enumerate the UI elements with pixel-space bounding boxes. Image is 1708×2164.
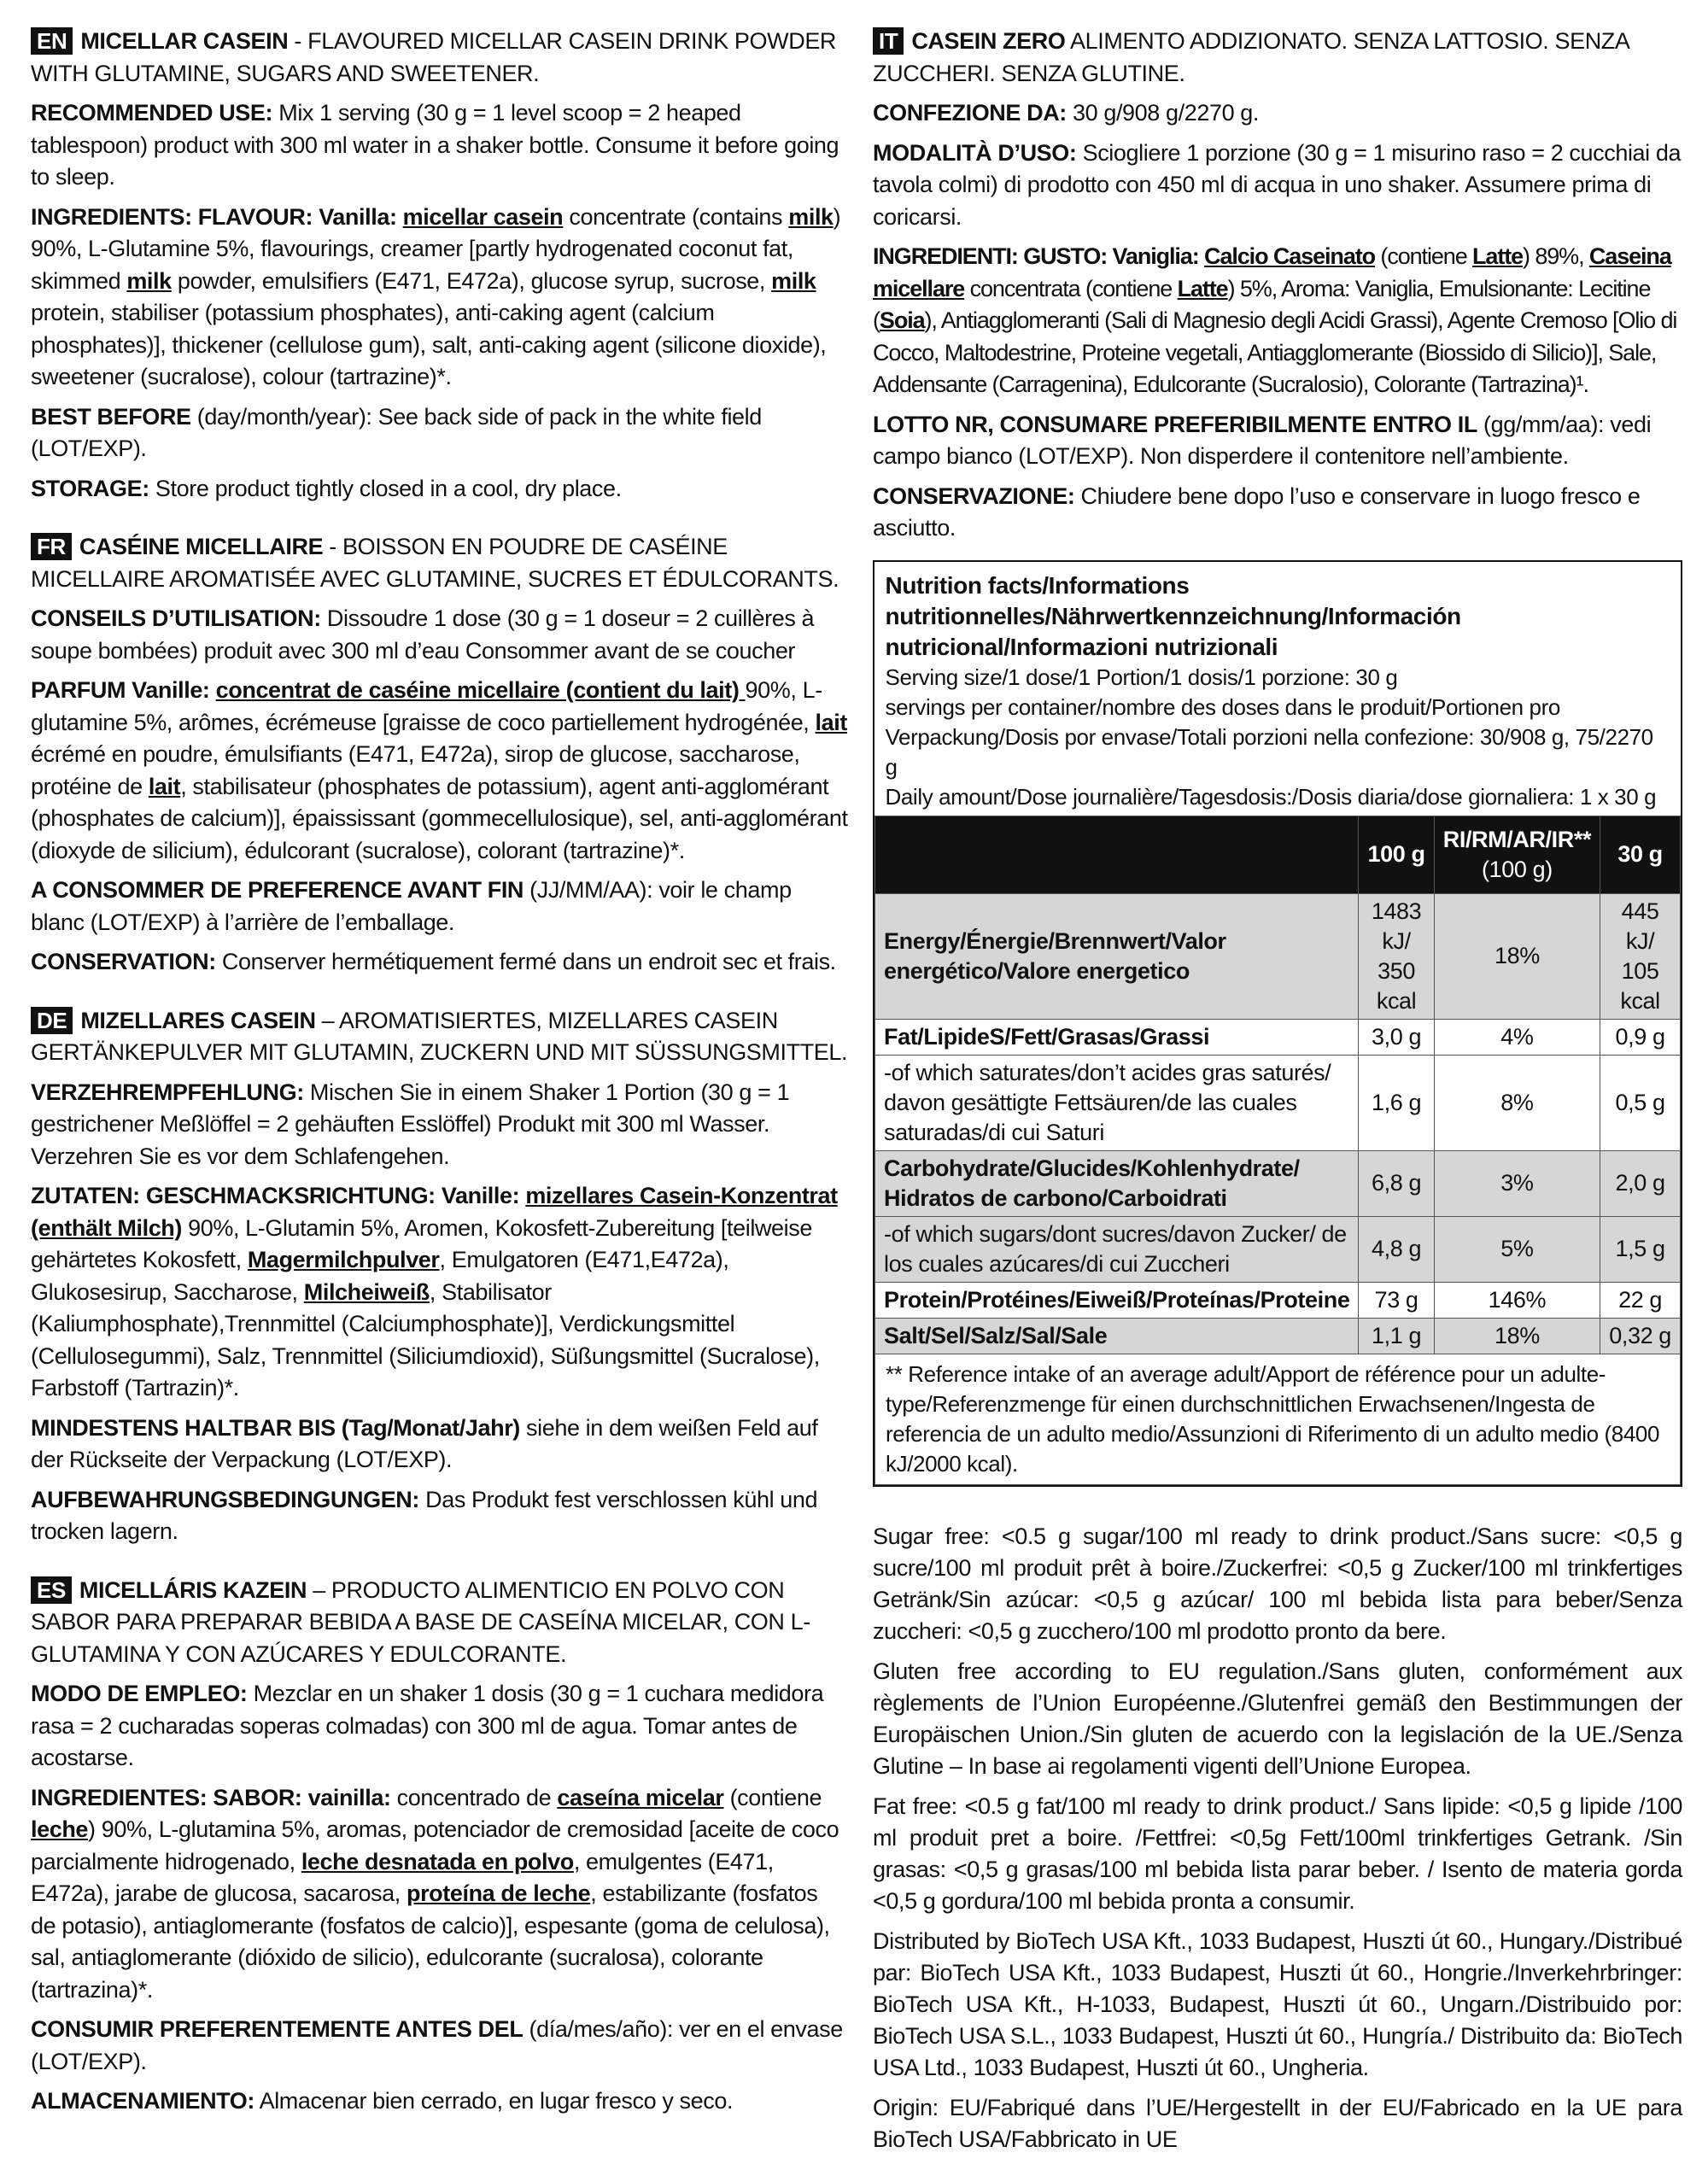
de-use-text: Mischen Sie in einem Shaker 1 Portion (30 g = 1 gestrichener Meßlöffel = 2 gehäuften Esslöffel) Produkt mit 300 ml Wasser. Verzehren Sie es vor dem Schlafengehen. [31,1079,790,1169]
de-usage [31,1077,848,1173]
fr-allergen: lait [148,773,181,799]
fr-storage-text: Conserver hermétiquement fermé dans un endroit sec et frais. [215,949,836,974]
it-title: CASEIN ZERO [911,28,1066,54]
section-it [873,26,1682,545]
row-value-100g: 3,0 g [1359,1019,1434,1055]
fr-use-label: CONSEILS D’UTILISATION: [31,605,321,631]
fr-best-before [31,874,848,939]
it-allergen: Caseina micellare [873,243,1671,301]
es-allergen: leche [31,1816,89,1842]
de-ing-text: , Emulgatoren (E471,E472a), Glukosesirup, Saccharose, [31,1247,729,1305]
right-column [873,26,1682,2164]
row-label: Fat/LipideS/Fett/Grasas/Grassi [875,1019,1359,1055]
column-header-100g: 100 g [1359,816,1434,893]
row-value-30g: 0,9 g [1600,1019,1681,1055]
de-storage-text: Das Produkt fest verschlossen kühl und trocken lagern. [31,1486,818,1544]
row-label: Protein/Protéines/Eiweiß/Proteínas/Proteine [875,1282,1359,1318]
en-ing-label: INGREDIENTS: FLAVOUR: Vanilla: [31,203,403,230]
de-ingredients [31,1180,848,1405]
row-label: Salt/Sel/Salz/Sal/Sale [875,1318,1359,1354]
en-storage-text: Store product tightly closed in a cool, dry place. [149,475,622,501]
es-ing-text: concentrado de [396,1784,558,1810]
es-ing-label: INGREDIENTES: SABOR: vainilla: [31,1784,397,1810]
footnote-row [875,1354,1681,1484]
en-use-text: Mix 1 serving (30 g = 1 level scoop = 2 heaped tablespoon) product with 300 ml water in a shaker bottle. Consume it before going to sleep. [31,100,839,190]
en-ing-text: concentrate (contains [563,203,789,230]
row-label: -of which sugars/dont sucres/davon Zucker/ de los cuales azúcares/di cui Zuccheri [875,1216,1359,1282]
section-es [31,1575,848,2118]
language-badge-en: EN [31,27,73,55]
en-ingredients [31,202,848,394]
it-ing-text: ), Antiagglomeranti (Sali di Magnesio degli Acidi Grassi), Agente Cremoso [Olio di Cocco, Maltodestrine, Proteine vegetali, Antiagglomerante (Biossido di Silicio)], Sale, Addensante (Carragenina), Edulcorante (Sucralosio), Colorante (Tartrazina)¹. [873,307,1677,397]
fr-allergen: concentrat de caséine micellaire (contient du lait) [215,677,746,703]
en-recommended-use [31,97,848,194]
fr-use-text: Dissoudre 1 dose (30 g = 1 doseur = 2 cuillères à soupe bombées) produit avec 300 ml d’eau Consommer avant de se coucher [31,605,815,664]
de-storage-label: AUFBEWAHRUNGSBEDINGUNGEN: [31,1486,419,1512]
language-badge-de: DE [31,1007,73,1034]
en-ing-text: protein, stabiliser (potassium phosphates), anti-caking agent (calcium phosphates)], thickener (cellulose gum), salt, anti-caking agent (silicone dioxide), sweetener (sucralose), colour (tartrazine)*. [31,300,827,389]
it-usage [873,137,1682,234]
it-bb-text: (gg/mm/aa): vedi campo bianco (LOT/EXP). Non disperdere il contenitore nell’ambiente. [873,411,1652,469]
it-heading [873,26,1682,90]
es-use-label: MODO DE EMPLEO: [31,1681,248,1706]
row-value-100g: 1,1 g [1359,1318,1434,1354]
row-value-ri: 3% [1434,1150,1600,1216]
de-ing-text: 90%, L-Glutamin 5%, Aromen, Kokosfett-Zubereitung [teilweise gehärtetes Kokosfett, [31,1214,812,1272]
footer-statements [873,1521,1682,2155]
table-row-sugars [875,1216,1681,1282]
row-value-100g: 6,8 g [1359,1150,1434,1216]
language-badge-es: ES [31,1576,72,1604]
servings-per-container: servings per container/nombre des doses dans le produit/Portionen pro Verpackung/Dosis por envase/Totali porzioni nella confezione: 30/908 g, 75/2270 g [885,693,1653,780]
en-allergen: micellar casein [402,203,564,230]
column-header-ri [1434,816,1600,893]
fr-bb-label: A CONSOMMER DE PREFERENCE AVANT FIN [31,877,524,903]
nutrition-table [874,562,1681,1485]
it-ing-text: (contiene [1375,243,1473,269]
it-storage [873,481,1682,545]
de-title: MIZELLARES CASEIN [80,1007,316,1033]
serving-size: Serving size/1 dose/1 Portion/1 dosis/1 porzione: 30 g [885,664,1398,690]
fr-title-rest: - BOISSON EN POUDRE DE CASÉINE MICELLAIRE AROMATISÉE AVEC GLUTAMINE, SUCRES ET ÉDULCORANTS. [31,534,839,592]
it-use-text: Sciogliere 1 porzione (30 g = 1 misurino raso = 2 cucchiai da tavola colmi) di prodotto con 450 ml di acqua in uno shaker. Assumere prima di coricarsi. [873,139,1682,230]
es-title: MICELLÁRIS KAZEIN [79,1576,307,1603]
en-storage-label: STORAGE: [31,475,149,501]
es-storage-text: Almacenar bien cerrado, en lugar fresco y seco. [254,2088,734,2114]
it-best-before [873,409,1682,473]
ri-label: RI/RM/AR/IR** [1442,826,1592,852]
fr-ing-text: 90%, L-glutamine 5%, arômes, écrémeuse [graisse de coco partiellement hydrogénée, [31,677,822,735]
es-allergen: proteína de leche [406,1880,591,1906]
table-row-saturates [875,1055,1681,1150]
it-use-label: MODALITÀ D’USO: [873,139,1077,166]
en-allergen: milk [126,267,172,294]
es-usage [31,1678,848,1775]
es-ing-text: , emulgentes (E471, E472a), jarabe de glucosa, sacarosa, [31,1848,774,1906]
row-value-ri: 4% [1434,1019,1600,1055]
nutrition-header-row [875,562,1681,816]
en-use-label: RECOMMENDED USE: [31,100,273,126]
row-label: -of which saturates/don’t acides gras saturés/ davon gesättigte Fettsäuren/de las cuales saturadas/di cui Saturi [875,1055,1359,1150]
column-header-30g: 30 g [1600,816,1681,893]
de-allergen: Milcheiweiß [303,1278,430,1305]
de-use-label: VERZEHREMPFEHLUNG: [31,1079,304,1105]
en-ing-text: ) 90%, L-Glutamine 5%, flavourings, creamer [partly hydrogenated coconut fat, skimmed [31,203,841,294]
fr-ing-label: PARFUM Vanille: [31,677,216,703]
row-value-ri: 146% [1434,1282,1600,1318]
nutrition-table-box [873,560,1682,1487]
fr-usage [31,603,848,667]
row-value-100g: 73 g [1359,1282,1434,1318]
table-row-salt [875,1318,1681,1354]
de-allergen: Magermilchpulver [247,1247,440,1272]
section-de [31,1005,848,1548]
es-ing-text: (contiene [723,1784,822,1810]
de-allergen: mizellares Casein-Konzentrat (enthält Milch) [31,1183,838,1241]
it-pack-text: 30 g/908 g/2270 g. [1066,100,1260,126]
table-row-carbohydrate [875,1150,1681,1216]
it-package [873,97,1682,130]
es-bb-label: CONSUMIR PREFERENTEMENTE ANTES DEL [31,2016,524,2042]
de-best-before [31,1412,848,1477]
daily-amount: Daily amount/Dose journalière/Tagesdosis:/Dosis diaria/dose giornaliera: 1 x 30 g [885,783,1657,810]
de-ing-label: ZUTATEN: GESCHMACKSRICHTUNG: Vanille: [31,1183,526,1208]
de-bb-label: MINDESTENS HALTBAR BIS (Tag/Monat/Jahr) [31,1414,520,1441]
row-value-30g: 0,32 g [1600,1318,1681,1354]
table-row-energy [875,893,1681,1019]
row-value-ri: 18% [1434,1318,1600,1354]
en-bb-text: (day/month/year): See back side of pack in the white field (LOT/EXP). [31,403,762,461]
it-storage-text: Chiudere bene dopo l’uso e conservare in luogo fresco e asciutto. [873,483,1641,541]
it-allergen: Latte [1177,275,1228,301]
en-ing-text: powder, emulsifiers (E471, E472a), glucose syrup, sucrose, [171,267,772,294]
it-ing-text: concentrata (contiene [964,275,1178,301]
fr-storage [31,946,848,979]
es-title-rest: – PRODUCTO ALIMENTICIO EN POLVO CON SABOR PARA PREPARAR BEBIDA A BASE DE CASEÍNA MICELAR, CON L-GLUTAMINA Y CON AZÚCARES Y EDULCORANTE. [31,1576,810,1667]
fr-ing-text: , stabilisateur (phosphates de potassium), agent anti-agglomérant (phosphates de calcium)], épaississant (gommecellulosique), sel, anti-agglomérant (dioxyde de silicium), édulcorant (sucralose), colorant (tartrazine)*. [31,773,848,863]
es-bb-text: (día/mes/año): ver en el envase (LOT/EXP). [31,2016,843,2074]
es-use-text: Mezclar en un shaker 1 dosis (30 g = 1 cuchara medidora rasa = 2 cucharadas soperas colmadas) con 300 ml de agua. Tomar antes de acostarse. [31,1681,824,1770]
en-heading [31,26,848,90]
fr-ingredients [31,675,848,867]
row-value-30g: 2,0 g [1600,1150,1681,1216]
en-title-rest: - FLAVOURED MICELLAR CASEIN DRINK POWDER WITH GLUTAMINE, SUGARS AND SWEETENER. [31,28,837,86]
fr-title: CASÉINE MICELLAIRE [79,534,324,559]
row-label: Energy/Énergie/Brennwert/Valor energético/Valore energetico [875,893,1359,1019]
language-badge-fr: FR [31,533,72,560]
gluten-free-statement: Gluten free according to EU regulation./Sans gluten, conformément aux règlements de l’Union Européenne./Glutenfrei gemäß den Bestimmungen der Europäischen Union./Sin gluten de acuerdo con la legislación de la UE./Senza Glutine – In base ai regolamenti vigenti dell’Unione Europea. [873,1658,1682,1779]
es-storage [31,2085,848,2118]
en-storage [31,473,848,506]
it-allergen: Soia [879,307,925,333]
es-storage-label: ALMACENAMIENTO: [31,2088,254,2114]
en-title: MICELLAR CASEIN [80,28,289,54]
ri-sublabel: (100 g) [1482,856,1553,882]
row-value-ri: 18% [1434,893,1600,1019]
nutrition-title: Nutrition facts/Informations nutritionnelles/Nährwertkennzeichnung/Información nutricional/Informazioni nutrizionali [885,571,1461,660]
section-en [31,26,848,505]
it-storage-label: CONSERVAZIONE: [873,483,1075,509]
fr-allergen: lait [815,709,847,735]
it-bb-label: LOTTO NR, CONSUMARE PREFERIBILMENTE ENTRO IL [873,411,1477,437]
fat-free-statement: Fat free: <0.5 g fat/100 ml ready to drink product./ Sans lipide: <0,5 g lipide /100 ml produit pret a boire. /Fettfrei: <0,5g Fett/100ml trinkfertiges Getrank. /Sin grasas: <0,5 g grasas/100 ml bebida lista parar beber. / Isento de materia gorda <0,5 g gordura/100 ml bebida pronta a consumir. [873,1793,1682,1914]
row-value-100g: 1,6 g [1359,1055,1434,1150]
distributor-statement: Distributed by BioTech USA Kft., 1033 Budapest, Huszti út 60., Hungary./Distribué par: BioTech USA Kft., 1033 Budapest, Huszti út 60., Hongrie./Inverkehrbringer: BioTech USA Kft., H-1033, Budapest, Huszti út 60., Ungarn./Distribuido por: BioTech USA S.L., 1033 Budapest, Huszti út 60., Hungría./ Distribuito da: BioTech USA Ltd., 1033 Budapest, Huszti út 60., Ungheria. [873,1927,1682,2080]
de-title-rest: – AROMATISIERTES, MIZELLARES CASEIN GERTÄNKEPULVER MIT GLUTAMIN, ZUCKERN UND MIT SÜSSUNGSMITTEL. [31,1007,848,1065]
en-allergen: milk [788,203,834,230]
it-allergen: Latte [1472,243,1524,269]
es-best-before [31,2014,848,2078]
row-value-100g: 4,8 g [1359,1216,1434,1282]
es-allergen: leche desnatada en polvo [301,1848,574,1874]
reference-intake-footnote: ** Reference intake of an average adult/Apport de référence pour un adulte-type/Referenzmenge für einen durchschnittlichen Erwachsenen/Ingesta de referencia de un adulto medio/Assunzioni di Riferimento di un adulto medio (8400 kJ/2000 kcal). [875,1354,1681,1484]
column-header-blank [875,816,1359,893]
table-row-fat [875,1019,1681,1055]
origin-statement: Origin: EU/Fabriqué dans l’UE/Hergestellt in der EU/Fabricado en la UE para BioTech USA/Fabbricato in UE [873,2094,1682,2152]
it-pack-label: CONFEZIONE DA: [873,100,1067,126]
de-heading [31,1005,848,1069]
es-heading [31,1575,848,1671]
de-bb-text: siehe in dem weißen Feld auf der Rückseite der Verpackung (LOT/EXP). [31,1414,818,1472]
fr-bb-text: (JJ/MM/AA): voir le champ blanc (LOT/EXP) à l’arrière de l’emballage. [31,877,792,935]
table-row-protein [875,1282,1681,1318]
de-ing-text: , Stabilisator (Kaliumphosphate),Trennmittel (Calciumphosphate)], Verdickungsmittel (Cellulosegummi), Salz, Trennmittel (Siliciumdioxid), Süßungsmittel (Sucralose), Farbstoff (Tartrazin)*. [31,1278,820,1401]
row-value-30g: 445 kJ/ 105 kcal [1600,893,1681,1019]
row-value-ri: 5% [1434,1216,1600,1282]
it-ing-text: ) 89%, [1523,243,1589,269]
row-value-30g: 1,5 g [1600,1216,1681,1282]
it-ing-text: ) 5%, Aroma: Vaniglia, Emulsionante: Lecitine ( [873,275,1651,333]
en-allergen: milk [771,267,816,294]
es-ingredients [31,1782,848,2007]
en-bb-label: BEST BEFORE [31,403,191,430]
es-ing-text: ) 90%, L-glutamina 5%, aromas, potenciador de cremosidad [aceite de coco parcialmente hidrogenado, [31,1816,839,1874]
de-storage [31,1484,848,1548]
nutrition-header [875,562,1681,816]
sugar-free-statement: Sugar free: <0.5 g sugar/100 ml ready to drink product./Sans sucre: <0,5 g sucre/100 ml produit prêt à boire./Zuckerfrei: <0,5 g Zucker/100 ml trinkfertiges Getränk/Sin azúcar: <0,5 g azúcar/ 100 ml bebida lista para beber/Senza zuccheri: <0,5 g zucchero/100 ml prodotto pronto da bere. [873,1523,1682,1644]
column-header-row [875,816,1681,893]
fr-ing-text: écrémé en poudre, émulsifiants (E471, E472a), sirop de glucose, saccharose, protéine de [31,741,800,799]
row-value-30g: 0,5 g [1600,1055,1681,1150]
es-allergen: caseína micelar [557,1784,724,1810]
en-best-before [31,401,848,465]
row-value-100g: 1483 kJ/ 350 kcal [1359,893,1434,1019]
it-ing-label: INGREDIENTI: GUSTO: Vaniglia: [873,243,1205,269]
language-badge-it: IT [873,27,904,55]
row-label: Carbohydrate/Glucides/Kohlenhydrate/ Hidratos de carbono/Carboidrati [875,1150,1359,1216]
left-column [31,26,848,2144]
it-allergen: Calcio Caseinato [1204,243,1376,269]
row-value-30g: 22 g [1600,1282,1681,1318]
fr-heading [31,531,848,595]
section-fr [31,531,848,979]
it-title-rest: ALIMENTO ADDIZIONATO. SENZA LATTOSIO. SENZA ZUCCHERI. SENZA GLUTINE. [873,28,1629,86]
row-value-ri: 8% [1434,1055,1600,1150]
fr-storage-label: CONSERVATION: [31,949,216,974]
es-ing-text: , estabilizante (fosfatos de potasio), antiaglomerante (fosfatos de calcio)], espesante (goma de celulosa), sal, antiaglomerante (dióxido de silicio), edulcorante (sucralosa), colorante (tartrazina)*. [31,1880,830,2003]
it-ingredients [873,241,1682,401]
